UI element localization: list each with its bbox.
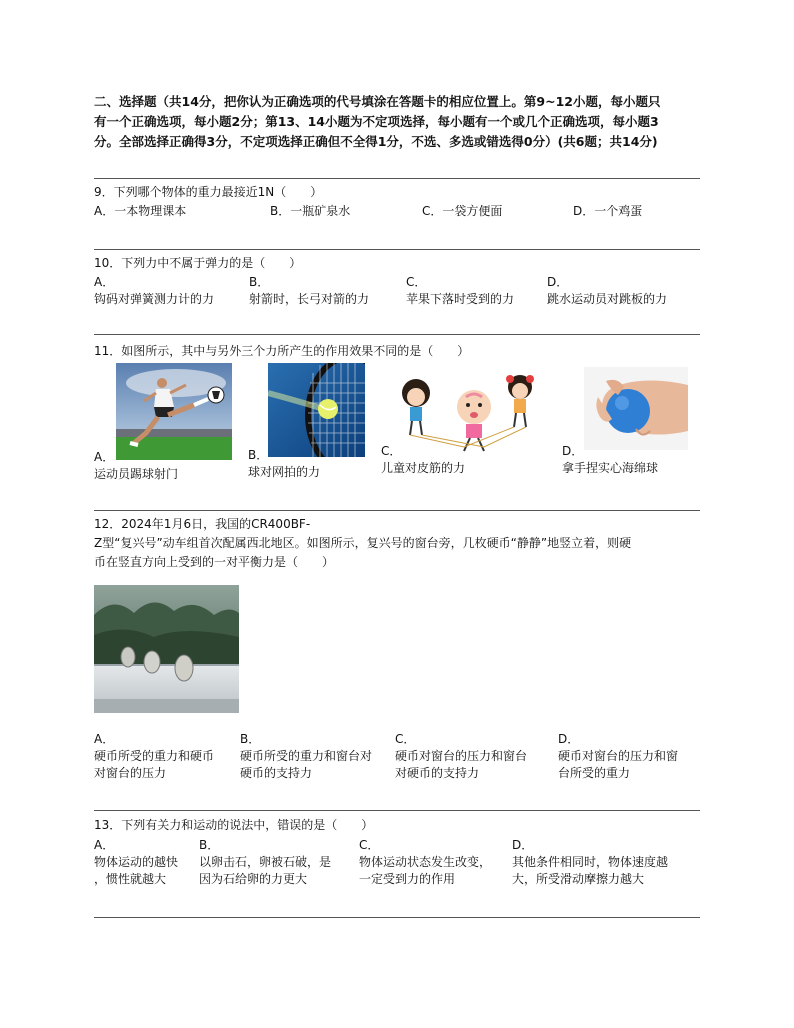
q13-option-d[interactable]: [512, 837, 700, 888]
section-instruction-line-2: 有一个正确选项，每小题2分；第13、14小题为不定项选择，每小题有一个或几个正确选项，每小题3: [94, 114, 659, 129]
option-text-line-1: 硬币对窗台的压力和窗: [558, 749, 679, 763]
q13-stem: 13．下列有关力和运动的说法中，错误的是（ ）: [94, 818, 374, 832]
option-label: D．: [547, 275, 569, 289]
option-label: C．: [359, 838, 380, 852]
option-label: D．: [558, 732, 580, 746]
option-label: A．: [94, 732, 115, 746]
option-label: B．: [199, 838, 220, 852]
q10-option-c[interactable]: [406, 274, 514, 308]
q9-option-c[interactable]: C．一袋方便面: [422, 204, 503, 218]
soccer-kick-image: [116, 363, 232, 460]
option-text-line-2: 大，所受滑动摩擦力越大: [512, 872, 645, 886]
q11-stem: 11．如图所示，其中与另外三个力所产生的作用效果不同的是（ ）: [94, 344, 470, 358]
option-label: B．: [240, 732, 261, 746]
option-label: A．: [94, 838, 115, 852]
option-text: 儿童对皮筋的力: [381, 461, 466, 475]
divider: [94, 178, 700, 179]
option-text-line-2: 硬币的支持力: [240, 766, 313, 780]
option-text-line-2: 一定受到力的作用: [359, 872, 456, 886]
option-label: A．: [94, 450, 115, 464]
q9-option-a[interactable]: A．一本物理课本: [94, 204, 187, 218]
option-text-line-1: 硬币所受的重力和窗台对: [240, 749, 373, 763]
option-text: 拿手捏实心海绵球: [562, 461, 659, 475]
q12-option-b[interactable]: [240, 731, 390, 782]
q10-option-b[interactable]: [249, 274, 369, 308]
option-label: C．: [381, 444, 402, 458]
option-text-line-1: 硬币对窗台的压力和窗台: [395, 749, 528, 763]
q13-option-c[interactable]: [359, 837, 507, 888]
q10-option-d[interactable]: [547, 274, 667, 308]
q9-option-d[interactable]: D．一个鸡蛋: [573, 204, 643, 218]
option-text: 跳水运动员对跳板的力: [547, 292, 668, 306]
divider: [94, 810, 700, 811]
option-text-line-1: 硬币所受的重力和硬币: [94, 749, 215, 763]
option-label: C．: [395, 732, 416, 746]
q12-stem-line-1: 12．2024年1月6日，我国的CR400BF-: [94, 517, 311, 531]
option-text-line-2: 台所受的重力: [558, 766, 631, 780]
option-text: 射箭时，长弓对箭的力: [249, 292, 370, 306]
hand-squeeze-ball-image: [584, 367, 688, 450]
divider: [94, 249, 700, 250]
option-text-line-1: 其他条件相同时，物体速度越: [512, 855, 669, 869]
option-text-line-1: 物体运动状态发生改变，: [359, 855, 492, 869]
q12-stem-line-3: 币在竖直方向上受到的一对平衡力是（ ）: [94, 555, 335, 569]
option-text-line-1: 以卵击石，卵被石破，是: [199, 855, 332, 869]
option-text-line-2: 对窗台的压力: [94, 766, 167, 780]
q11-option-c[interactable]: [381, 443, 465, 477]
option-label: D．: [512, 838, 534, 852]
option-label: B．: [249, 275, 270, 289]
option-text-line-2: ，惯性就越大: [94, 872, 167, 886]
q9-option-b[interactable]: B．一瓶矿泉水: [270, 204, 351, 218]
q12-option-d[interactable]: [558, 731, 700, 782]
q13-option-b[interactable]: [199, 837, 354, 888]
option-text: 钩码对弹簧测力计的力: [94, 292, 215, 306]
children-rubber-band-image: [398, 367, 544, 455]
option-text-line-1: 物体运动的越快: [94, 855, 179, 869]
option-text: 球对网拍的力: [248, 465, 321, 479]
q12-stem-line-2: Z型“复兴号”动车组首次配属西北地区。如图所示，复兴号的窗台旁，几枚硬币“静静”地竖立着，则硬: [94, 536, 632, 550]
tennis-racket-image: [268, 363, 365, 457]
divider: [94, 510, 700, 511]
option-label: D．: [562, 444, 584, 458]
coins-on-windowsill-image: [94, 585, 239, 713]
q9-stem: 9．下列哪个物体的重力最接近1N（ ）: [94, 185, 323, 199]
divider: [94, 334, 700, 335]
q12-option-a[interactable]: [94, 731, 234, 782]
q10-stem: 10．下列力中不属于弹力的是（ ）: [94, 256, 302, 270]
option-label: B．: [248, 448, 269, 462]
q13-option-a[interactable]: [94, 837, 194, 888]
q12-option-c[interactable]: [395, 731, 550, 782]
section-instruction-line-1: 二、选择题（共14分，把你认为正确选项的代号填涂在答题卡的相应位置上。第9~12小题，每小题只: [94, 94, 661, 109]
divider: [94, 917, 700, 918]
q11-option-b[interactable]: [248, 447, 320, 481]
option-text-line-2: 因为石给卵的力更大: [199, 872, 308, 886]
option-text-line-2: 对硬币的支持力: [395, 766, 480, 780]
option-label: C．: [406, 275, 427, 289]
option-text: 苹果下落时受到的力: [406, 292, 515, 306]
q10-option-a[interactable]: [94, 274, 214, 308]
section-header: [94, 92, 700, 152]
option-label: A．: [94, 275, 115, 289]
section-instruction-line-3: 分。全部选择正确得3分，不定项选择正确但不全得1分，不选、多选或错选得0分）(共6题；共14分): [94, 134, 658, 149]
option-text: 运动员踢球射门: [94, 467, 179, 481]
q11-option-d[interactable]: [562, 443, 658, 477]
q11-option-a[interactable]: [94, 449, 178, 483]
